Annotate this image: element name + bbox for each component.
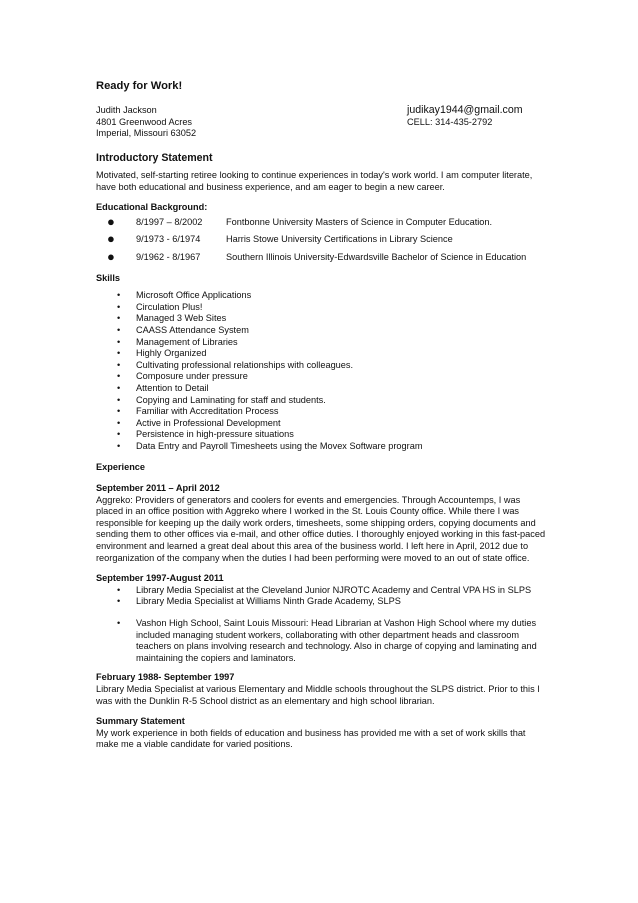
- skill-item: [96, 337, 546, 349]
- skill-label: Cultivating professional relationships with colleagues.: [136, 359, 354, 370]
- contact-email: judikay1944@gmail.com: [407, 104, 523, 116]
- bullet-icon: •: [117, 584, 121, 595]
- bullet-icon: •: [117, 313, 121, 324]
- bullet-icon: •: [117, 596, 121, 607]
- contact-cell: CELL: 314-435-2792: [407, 116, 493, 127]
- bullet-icon: •: [117, 394, 121, 405]
- bullet-icon: •: [117, 324, 121, 335]
- bullet-icon: •: [117, 618, 121, 628]
- resume-content: [96, 80, 546, 751]
- summary-text: My work experience in both fields of education and business has provided me with a set of work skills that make me a viable candidate for varied positions.: [96, 727, 526, 750]
- job-duty-text: Vashon High School, Saint Louis Missouri: Head Librarian at Vashon High School where my duties included managing student workers, collaborating with other department heads and classroom teachers on plans involving research and technology. Also in charge of copying and laminating and maintaining the copiers and laminators.: [136, 618, 537, 663]
- skill-item: [96, 313, 546, 325]
- job-period: September 1997-August 2011: [96, 573, 224, 584]
- job-duty-item: [96, 618, 546, 664]
- contact-details: [407, 105, 523, 128]
- bullet-icon: ●: [107, 213, 115, 229]
- education-detail: Harris Stowe University Certifications in Library Science: [226, 234, 453, 245]
- skill-label: Circulation Plus!: [136, 301, 203, 312]
- job-duty-text: Library Media Specialist at the Cleveland Junior NJROTC Academy and Central VPA HS in SLPS: [136, 584, 532, 595]
- job-duty-item: [96, 585, 546, 597]
- skills-list: [96, 290, 546, 452]
- intro-heading: Introductory Statement: [96, 152, 213, 164]
- education-heading: Educational Background:: [96, 202, 208, 213]
- page-title: Ready for Work!: [96, 80, 183, 92]
- job-period: February 1988- September 1997: [96, 672, 235, 683]
- skill-item: [96, 429, 546, 441]
- skills-heading: Skills: [96, 272, 121, 283]
- bullet-icon: •: [117, 348, 121, 359]
- skill-label: Familiar with Accreditation Process: [136, 406, 279, 417]
- contact-address: [96, 105, 196, 140]
- skill-label: Copying and Laminating for staff and students.: [136, 394, 326, 405]
- job-description: Aggreko: Providers of generators and coolers for events and emergencies. Through Accountemps, I was placed in an office position with Aggreko where I worked in the St. Louis County office. While there I was responsible for keeping up the daily work orders, timesheets, some shipping orders, copying documents and sending them to other offices via e-mail, and other office duties. I thoroughly enjoyed working in this fast-paced environment and learned a great deal about this area of the business world. I left here in April, 2012 due to reorganization of the company when the duties I had been performing were moved to an out of state office.: [96, 494, 546, 563]
- bullet-icon: ●: [107, 231, 115, 247]
- skill-item: [96, 395, 546, 407]
- bullet-icon: •: [117, 371, 121, 382]
- contact-address-line1: 4801 Greenwood Acres: [96, 116, 193, 127]
- bullet-icon: •: [117, 301, 121, 312]
- skill-label: Managed 3 Web Sites: [136, 313, 227, 324]
- contact-name: Judith Jackson: [96, 105, 157, 115]
- skill-item: [96, 406, 546, 418]
- bullet-icon: •: [117, 417, 121, 428]
- skill-label: Management of Libraries: [136, 336, 238, 347]
- skill-item: [96, 325, 546, 337]
- job-period: September 2011 – April 2012: [96, 483, 220, 494]
- skill-item: [96, 418, 546, 430]
- education-date: 9/1973 - 6/1974: [136, 234, 201, 245]
- contact-block: [96, 105, 546, 140]
- skill-label: Active in Professional Development: [136, 417, 281, 428]
- bullet-icon: •: [117, 359, 121, 370]
- skill-item: [96, 371, 546, 383]
- bullet-icon: ●: [107, 248, 115, 264]
- skill-label: Attention to Detail: [136, 382, 209, 393]
- job-duties-list: [96, 585, 546, 665]
- skill-item: [96, 290, 546, 302]
- education-item: [96, 248, 546, 264]
- skill-item: [96, 348, 546, 360]
- education-date: 8/1997 – 8/2002: [136, 216, 203, 227]
- skill-item: [96, 302, 546, 314]
- education-list: [96, 213, 546, 264]
- job-duty-item: [96, 596, 546, 608]
- skill-label: CAASS Attendance System: [136, 324, 249, 335]
- bullet-icon: •: [117, 382, 121, 393]
- skill-label: Composure under pressure: [136, 371, 248, 382]
- education-date: 9/1962 - 8/1967: [136, 251, 201, 262]
- education-item: [96, 231, 546, 247]
- skill-item: [96, 383, 546, 395]
- bullet-icon: •: [117, 440, 121, 451]
- skill-label: Highly Organized: [136, 348, 207, 359]
- skill-item: [96, 360, 546, 372]
- education-item: [96, 213, 546, 229]
- skill-label: Microsoft Office Applications: [136, 290, 252, 301]
- summary-heading: Summary Statement: [96, 716, 185, 727]
- bullet-icon: •: [117, 406, 121, 417]
- job-description: Library Media Specialist at various Elementary and Middle schools throughout the SLPS district. Prior to this I was with the Dunklin R-5 School district as an elementary and high school librarian.: [96, 683, 540, 706]
- contact-address-line2: Imperial, Missouri 63052: [96, 128, 197, 139]
- intro-text: Motivated, self-starting retiree looking to continue experiences in today's work world. I am computer literate, have both educational and business experience, and am eager to begin a new career.: [96, 170, 533, 192]
- skill-label: Data Entry and Payroll Timesheets using the Movex Software program: [136, 440, 423, 451]
- job-duty-text: Library Media Specialist at Williams Ninth Grade Academy, SLPS: [136, 596, 401, 607]
- skill-item: [96, 441, 546, 453]
- education-detail: Fontbonne University Masters of Science in Computer Education.: [226, 216, 493, 227]
- bullet-icon: •: [117, 290, 121, 301]
- bullet-icon: •: [117, 336, 121, 347]
- bullet-icon: •: [117, 429, 121, 440]
- education-detail: Southern Illinois University-Edwardsville Bachelor of Science in Education: [226, 251, 527, 262]
- experience-heading: Experience: [96, 462, 146, 473]
- skill-label: Persistence in high-pressure situations: [136, 429, 294, 440]
